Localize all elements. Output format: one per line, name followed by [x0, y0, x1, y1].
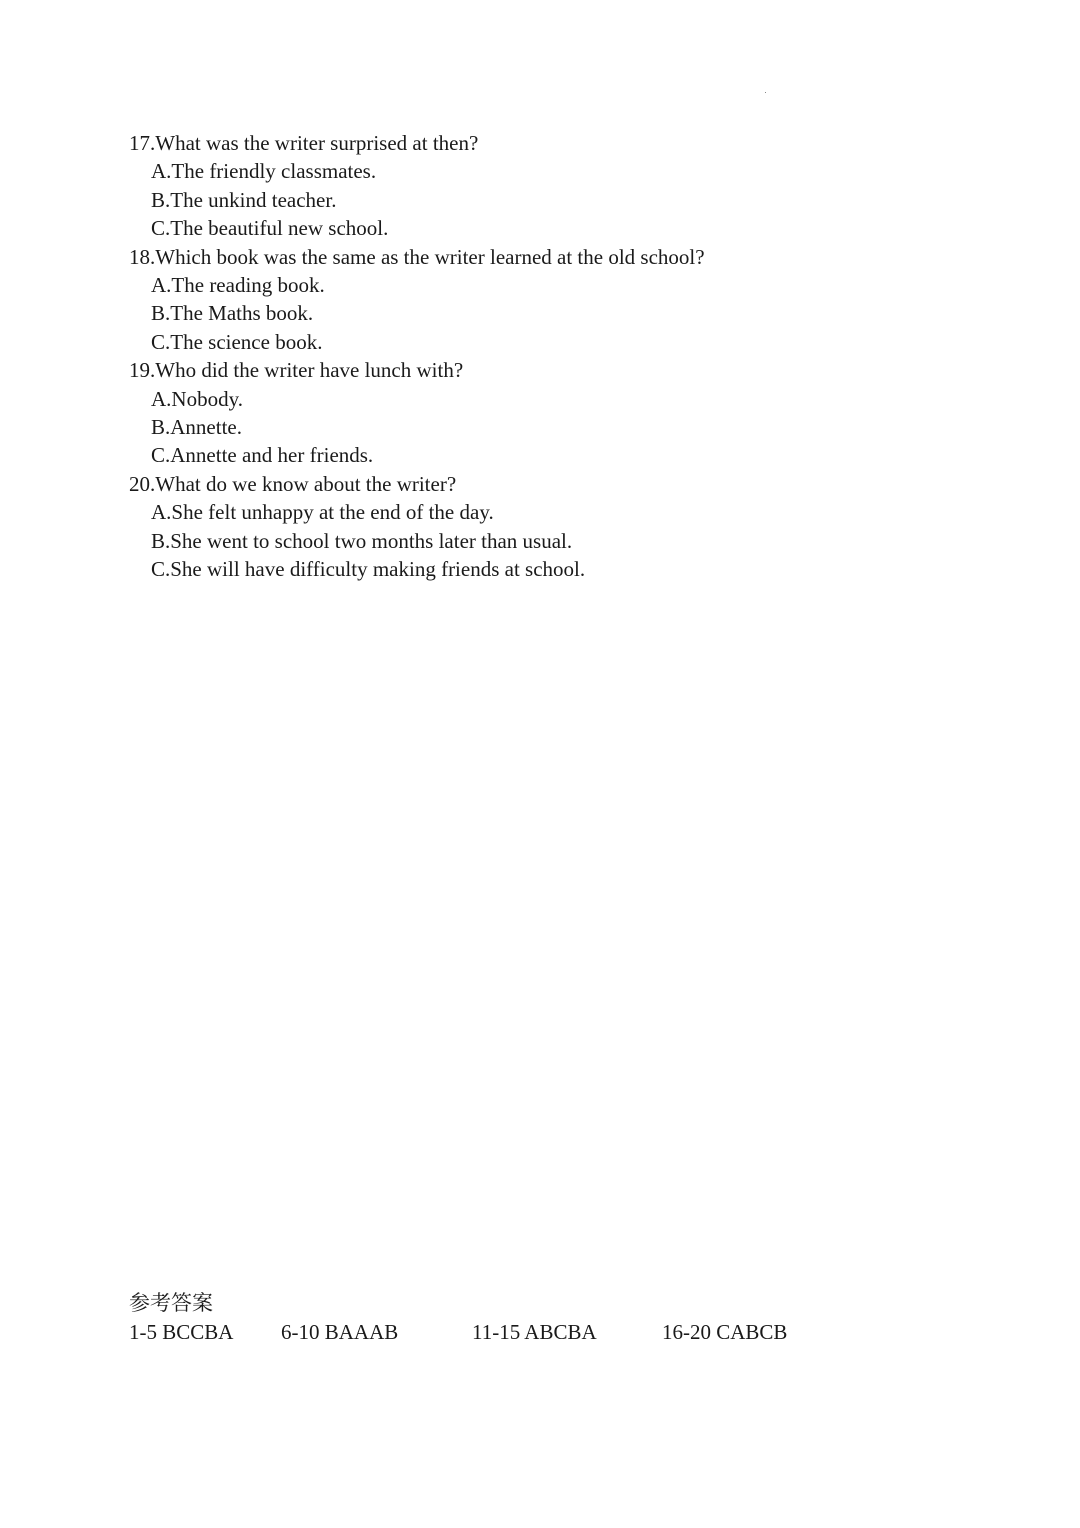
answer-group-16-20: 16-20 CABCB: [662, 1320, 788, 1344]
question-stem: 20.What do we know about the writer?: [129, 471, 457, 496]
option-a: A.Nobody.: [151, 386, 243, 411]
answer-key-row: [129, 1318, 989, 1347]
answer-group-1-5: 1-5 BCCBA: [129, 1320, 234, 1344]
answer-key-title: 参考答案: [129, 1291, 213, 1315]
option-c: C.The beautiful new school.: [151, 216, 389, 241]
answer-group-11-15: 11-15 ABCBA: [472, 1320, 597, 1344]
option-b: B.The Maths book.: [151, 301, 314, 326]
stray-dot: [765, 92, 766, 93]
question-stem: 17.What was the writer surprised at then?: [129, 131, 479, 155]
option-c: C.The science book.: [151, 329, 323, 354]
option-b: B.Annette.: [151, 415, 242, 440]
question-20: [129, 470, 989, 584]
option-b: B.The unkind teacher.: [151, 187, 337, 212]
question-stem: 18.Which book was the same as the writer learned at the old school?: [129, 244, 705, 269]
option-c: C.Annette and her friends.: [151, 443, 374, 468]
answer-key: [129, 1289, 989, 1347]
option-b: B.She went to school two months later than usual.: [151, 528, 573, 553]
option-a: A.The friendly classmates.: [151, 159, 377, 184]
option-a: A.The reading book.: [151, 273, 325, 298]
option-a: A.She felt unhappy at the end of the day.: [151, 500, 494, 525]
option-c: C.She will have difficulty making friends at school.: [151, 557, 586, 582]
question-stem: 19.Who did the writer have lunch with?: [129, 358, 464, 383]
question-19: [129, 356, 989, 470]
question-17: [129, 129, 989, 243]
question-list: [129, 129, 989, 584]
question-18: [129, 243, 989, 357]
answer-group-6-10: 6-10 BAAAB: [281, 1320, 399, 1344]
